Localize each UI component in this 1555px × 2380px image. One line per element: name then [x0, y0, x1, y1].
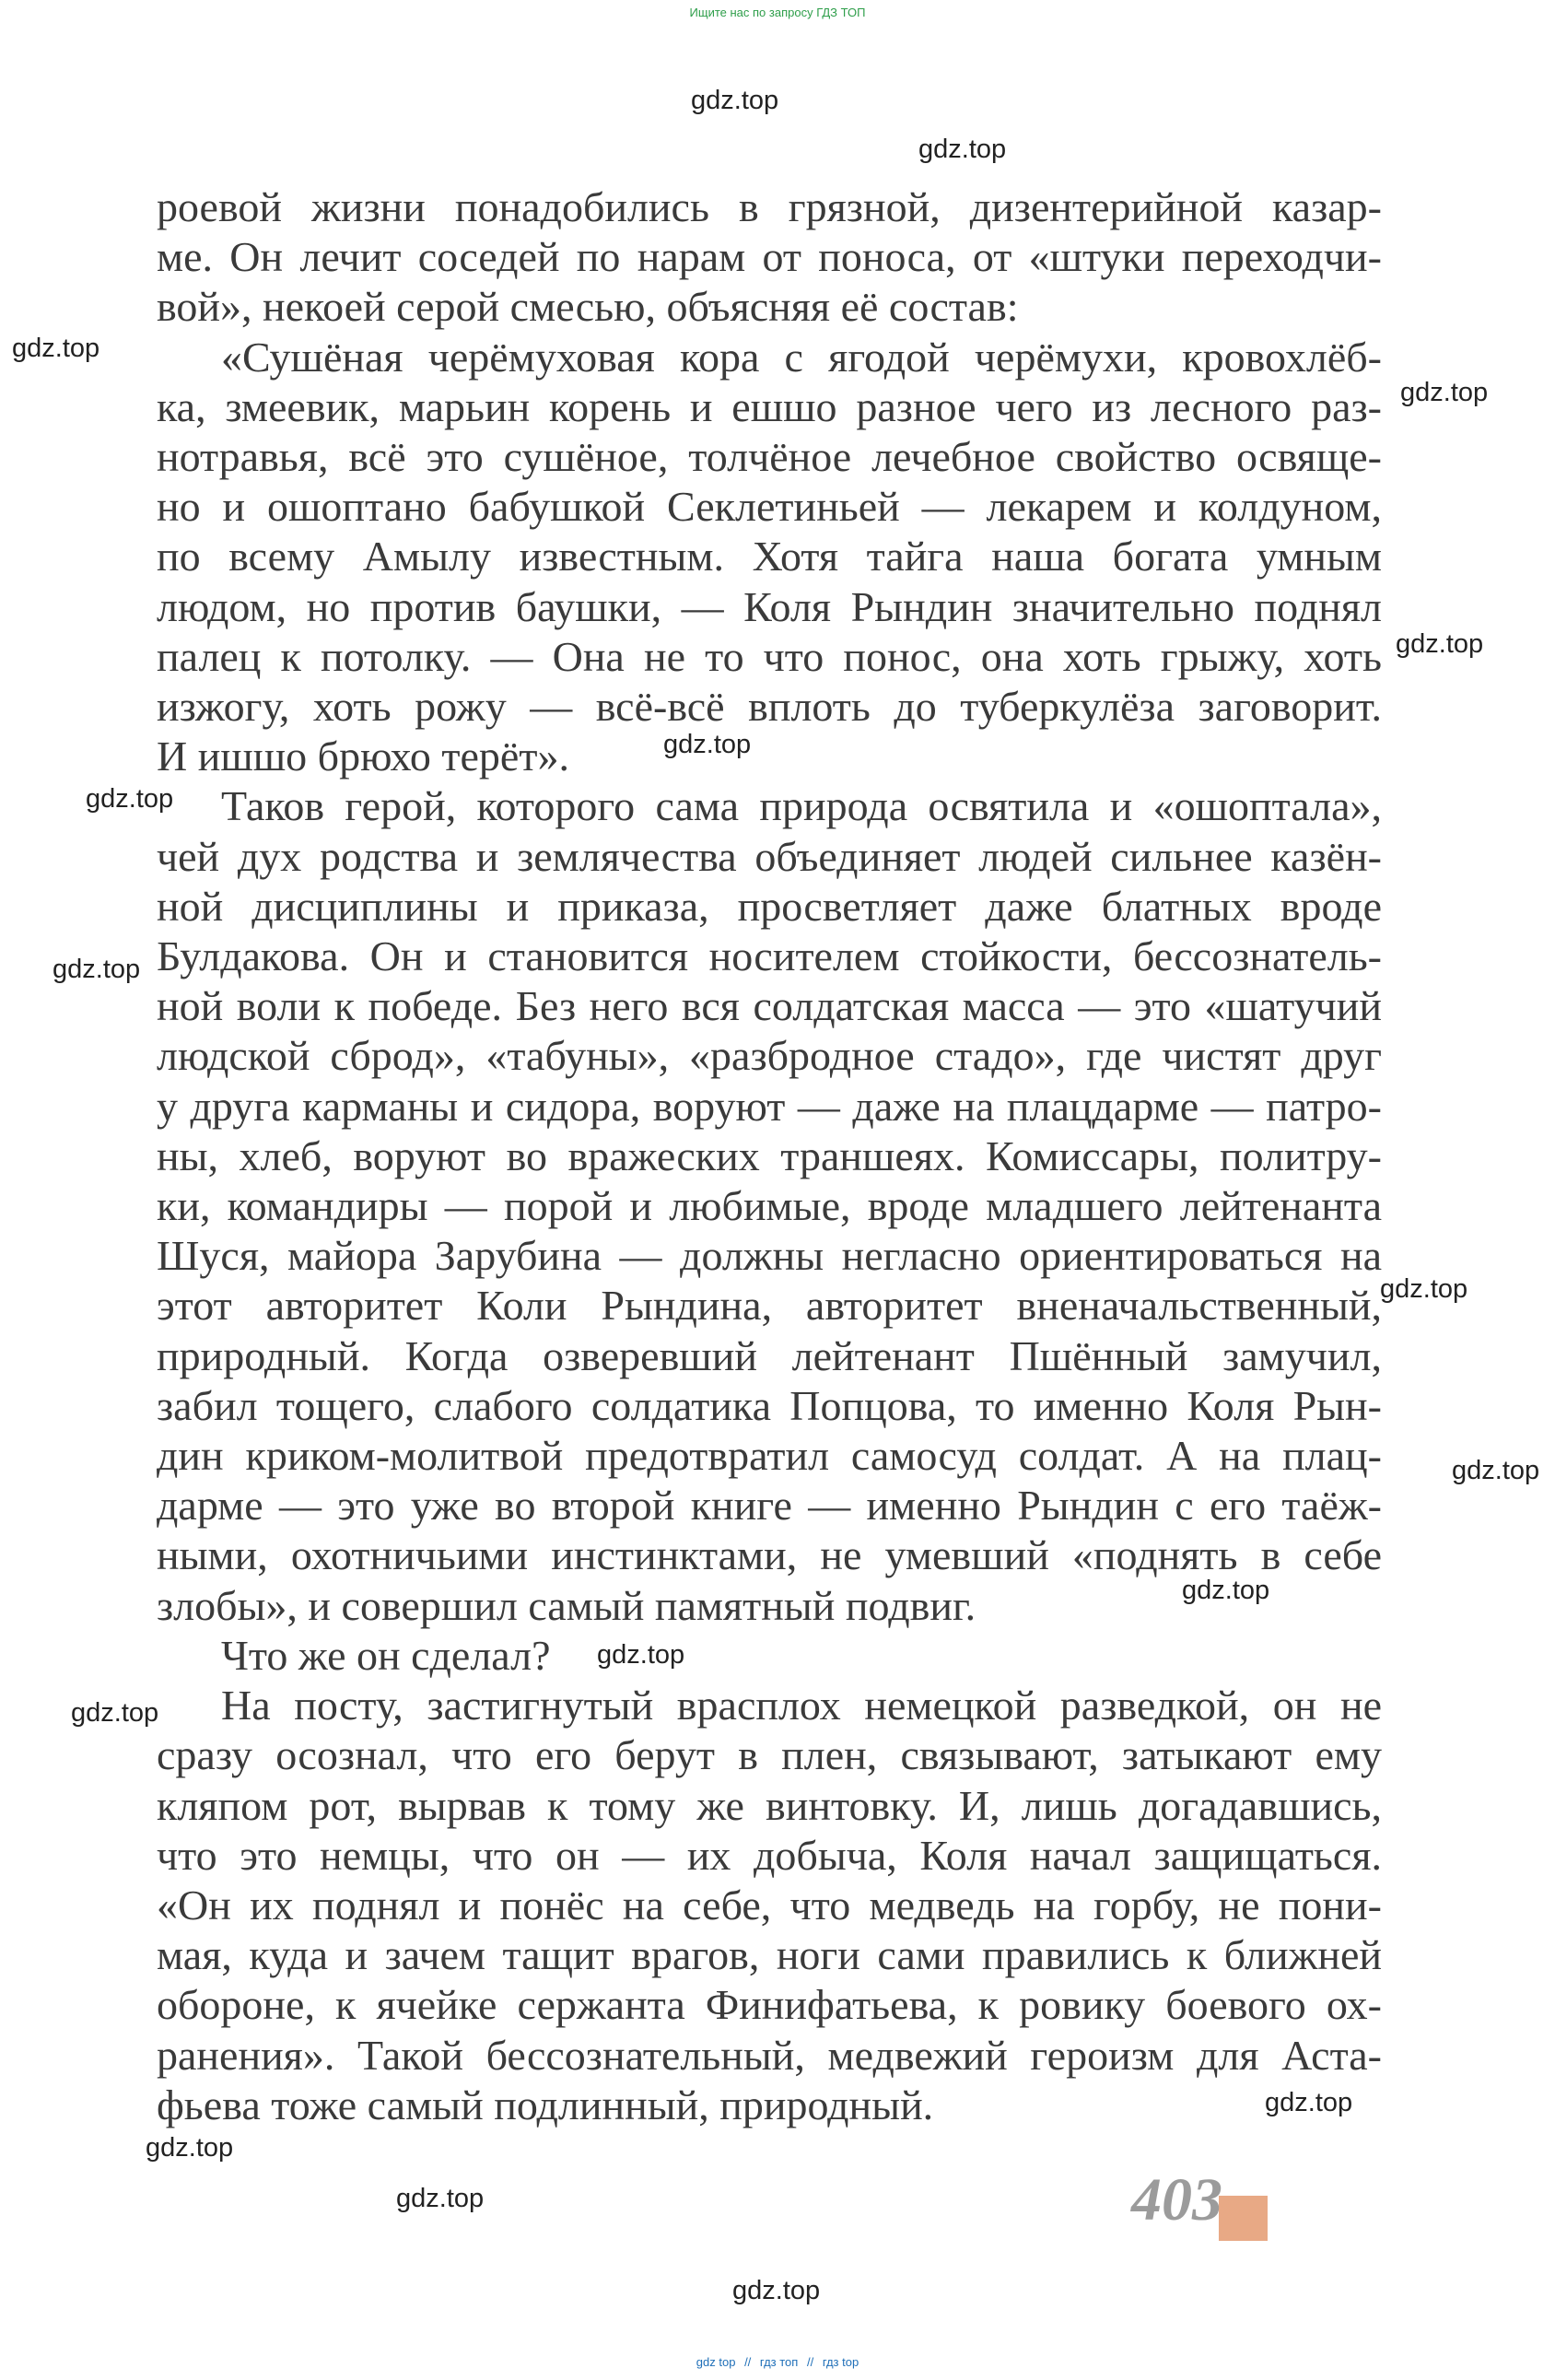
text-line: ной дисциплины и приказа, просветляет даже блатных вроде [157, 882, 1382, 930]
watermark: gdz.top [732, 2276, 821, 2305]
page-number-marker [1219, 2196, 1268, 2241]
text-line: «Он их поднял и понёс на себе, что медведь на горбу, не пони- [157, 1881, 1382, 1929]
text-line: чей дух родства и землячества объединяет людей сильнее казён- [157, 832, 1382, 880]
text-line: Шуся, майора Зарубина — должны негласно ориентироваться на [157, 1232, 1382, 1280]
watermark: gdz.top [146, 2133, 234, 2163]
text-line: ны, хлеб, воруют во вражеских траншеях. Комиссары, политру- [157, 1131, 1382, 1179]
text-line: нотравья, всё это сушёное, толчёное лечебное свойство освяще- [157, 433, 1382, 481]
watermark: gdz.top [1452, 1456, 1540, 1485]
watermark: gdz.top [597, 1640, 685, 1670]
text-line: ка, змеевик, марьин корень и ешшо разное чего из лесного раз- [157, 382, 1382, 430]
bottom-banner-separator: // [744, 2355, 752, 2369]
bottom-banner [0, 2355, 1555, 2369]
text-line: изжогу, хоть рожу — всё-всё вплоть до туберкулёза заговорит. [157, 683, 1382, 731]
text-line: мая, куда и зачем тащит врагов, ноги сами правились к ближней [157, 1931, 1382, 1979]
text-line: что это немцы, что он — их добыча, Коля начал защищаться. [157, 1831, 1382, 1879]
watermark: gdz.top [86, 784, 174, 814]
watermark: gdz.top [1400, 378, 1489, 407]
text-line: ки, командиры — порой и любимые, вроде младшего лейтенанта [157, 1182, 1382, 1230]
watermark: gdz.top [1182, 1576, 1270, 1605]
text-line: дин криком-молитвой предотвратил самосуд солдат. А на плац- [157, 1432, 1382, 1480]
watermark: gdz.top [53, 955, 141, 984]
watermark: gdz.top [663, 730, 752, 759]
watermark: gdz.top [918, 135, 1007, 164]
text-line: ранения». Такой бессознательный, медвежий героизм для Аста- [157, 2031, 1382, 2079]
watermark: gdz.top [71, 1698, 159, 1728]
bottom-banner-item: гдз топ [759, 2355, 799, 2369]
watermark: gdz.top [1396, 629, 1484, 659]
watermark: gdz.top [12, 334, 100, 363]
text-line: сразу осознал, что его берут в плен, связывают, затыкают ему [157, 1731, 1382, 1779]
body-text [157, 182, 1382, 2130]
text-line: ными, охотничьими инстинктами, не умевший «поднять в себе [157, 1531, 1382, 1579]
bottom-banner-item: gdz top [696, 2355, 736, 2369]
text-line: На посту, застигнутый врасплох немецкой разведкой, он не [221, 1682, 1382, 1729]
text-line: обороне, к ячейке сержанта Финифатьева, к ровику боевого ох- [157, 1981, 1382, 2029]
text-line: дарме — это уже во второй книге — именно Рындин с его таёж- [157, 1482, 1382, 1530]
text-line: палец к потолку. — Она не то что понос, она хоть грыжу, хоть [157, 632, 1382, 680]
text-line: «Сушёная черёмуховая кора с ягодой черёмухи, кровохлёб- [221, 333, 1382, 381]
bottom-banner-item: гдз top [822, 2355, 859, 2369]
text-line: роевой жизни понадобились в грязной, дизентерийной казар- [157, 183, 1382, 230]
text-line: ной воли к победе. Без него вся солдатская масса — это «шатучий [157, 982, 1382, 1030]
watermark: gdz.top [1380, 1274, 1468, 1304]
top-banner: Ищите нас по запросу ГДЗ ТОП [689, 6, 866, 19]
text-line: Таков герой, которого сама природа освятила и «ошоптала», [221, 782, 1382, 830]
text-line: ме. Он лечит соседей по нарам от поноса, от «штуки переходчи- [157, 233, 1382, 281]
text-line: людом, но против баушки, — Коля Рындин значительно поднял [157, 582, 1382, 630]
text-line: но и ошоптано бабушкой Секлетиньей — лекарем и колдуном, [157, 483, 1382, 531]
text-line: фьева тоже самый подлинный, природный. [157, 2081, 934, 2128]
watermark: gdz.top [396, 2184, 485, 2213]
watermark: gdz.top [1265, 2088, 1353, 2117]
text-line: у друга карманы и сидора, воруют — даже на плацдарме — патро- [157, 1082, 1382, 1130]
text-line: кляпом рот, вырвав к тому же винтовку. И, лишь догадавшись, [157, 1781, 1382, 1829]
watermark: gdz.top [691, 86, 779, 115]
text-line: вой», некоей серой смесью, объясняя её состав: [157, 283, 1019, 331]
text-line: Что же он сделал? [221, 1631, 551, 1679]
page-number: 403 [1131, 2166, 1222, 2233]
text-line: по всему Амылу известным. Хотя тайга наша богата умным [157, 533, 1382, 580]
text-line: злобы», и совершил самый памятный подвиг. [157, 1581, 976, 1629]
text-line: забил тощего, слабого солдатика Попцова, то именно Коля Рын- [157, 1381, 1382, 1429]
text-line: природный. Когда озверевший лейтенант Пшённый замучил, [157, 1331, 1382, 1379]
bottom-banner-separator: // [806, 2355, 814, 2369]
text-line: И ишшо брюхо терёт». [157, 733, 569, 780]
text-line: этот авторитет Коли Рындина, авторитет вненачальственный, [157, 1282, 1382, 1330]
text-line: людской сброд», «табуны», «разбродное стадо», где чистят друг [157, 1032, 1382, 1080]
text-line: Булдакова. Он и становится носителем стойкости, бессознатель- [157, 932, 1382, 980]
